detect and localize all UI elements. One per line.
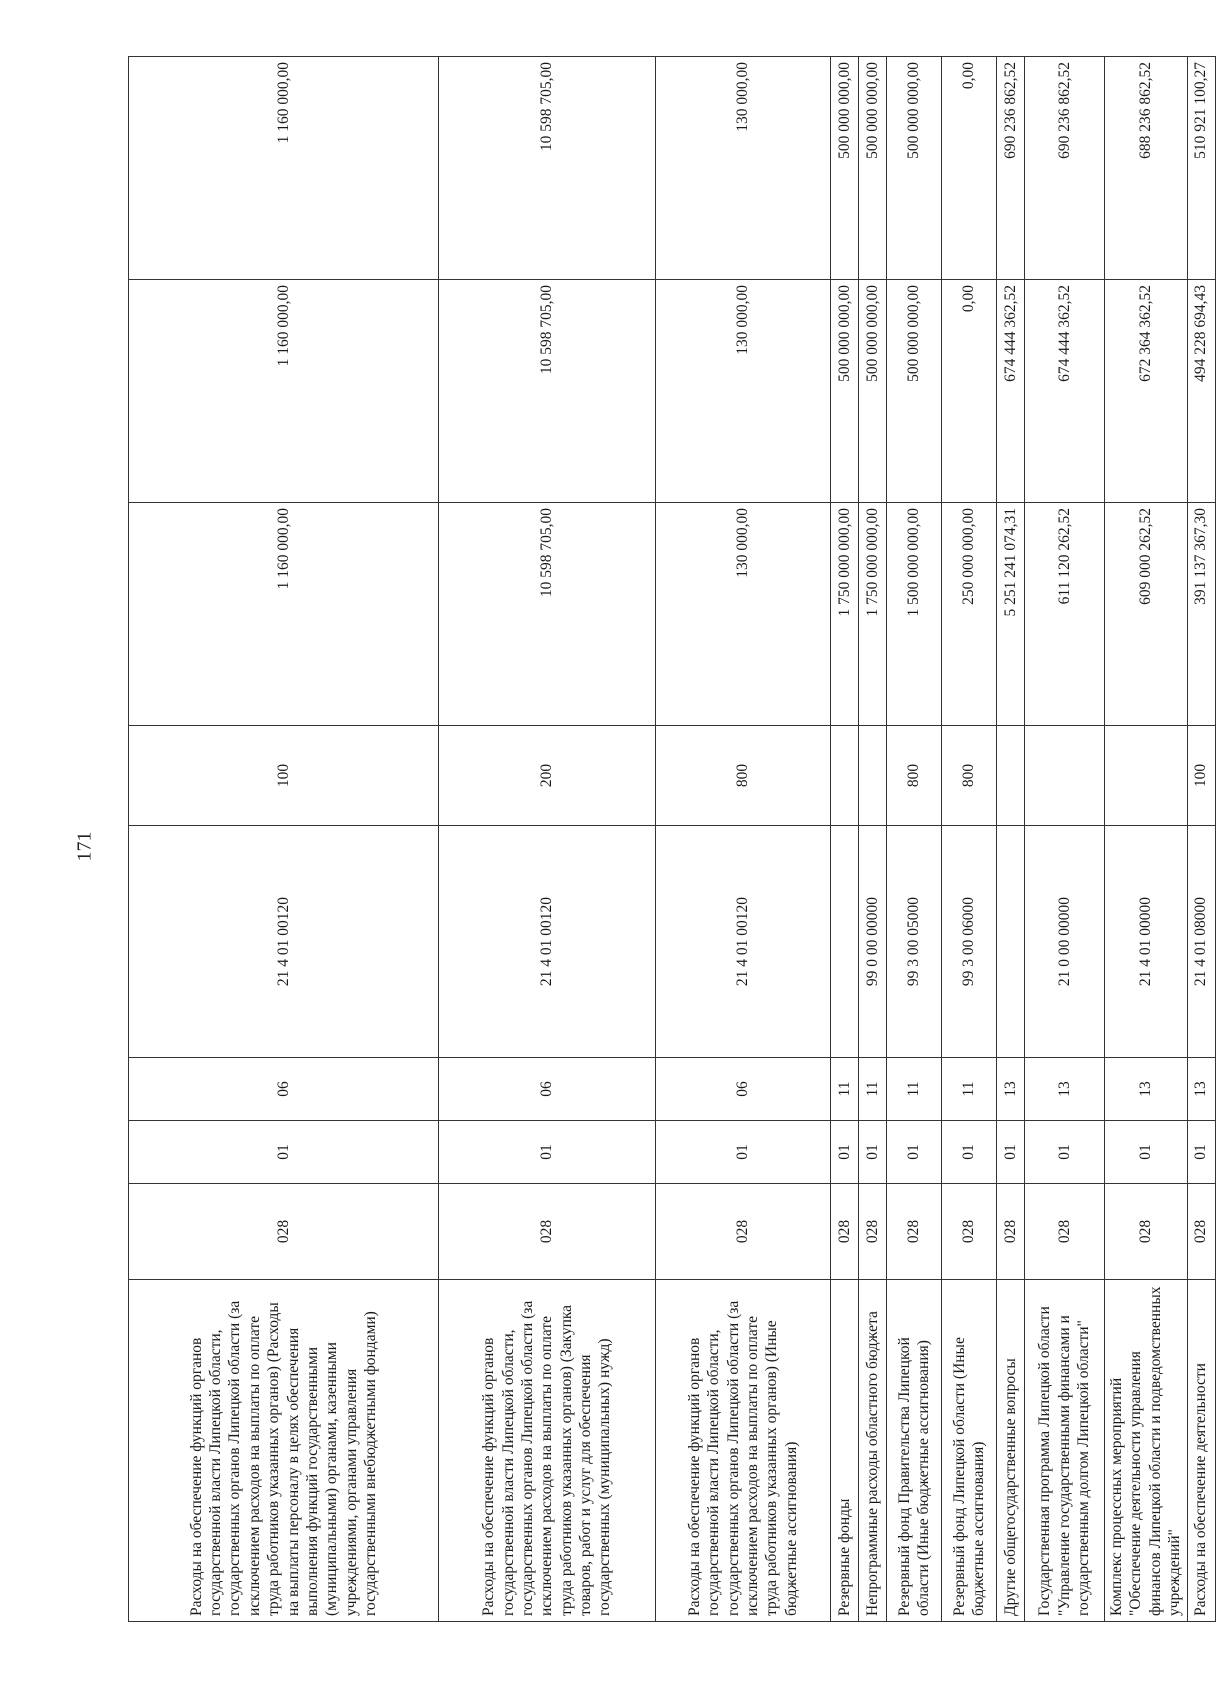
- amount-year2-cell: 10 598 705,00: [439, 280, 656, 503]
- amount-year2-cell: 500 000 000,00: [887, 280, 942, 503]
- row-name-cell: Непрограммные расходы областного бюджета: [859, 1280, 887, 1622]
- amount-year2-cell: 494 228 694,43: [1187, 280, 1215, 503]
- target-item-code-cell: 99 0 00 00000: [859, 826, 887, 1058]
- expense-type-code-cell: [1105, 726, 1188, 826]
- subsection-code-cell: 06: [656, 1058, 831, 1121]
- target-item-code-cell: 21 4 01 00120: [439, 826, 656, 1058]
- row-name-cell: Резервный фонд Правительства Липецкой области (Иные бюджетные ассигнования): [887, 1280, 942, 1622]
- amount-year2-cell: 672 364 362,52: [1105, 280, 1188, 503]
- target-item-code-cell: 21 4 01 08000: [1187, 826, 1215, 1058]
- table-row: [1105, 57, 1188, 1622]
- amount-year1-cell: 609 000 262,52: [1105, 503, 1188, 726]
- amount-year1-cell: 1 750 000 000,00: [859, 503, 887, 726]
- ved-code-cell: 028: [439, 1184, 656, 1280]
- subsection-code-cell: 13: [1187, 1058, 1215, 1121]
- subsection-code-cell: 11: [859, 1058, 887, 1121]
- amount-year1-cell: 10 598 705,00: [439, 503, 656, 726]
- section-code-cell: 01: [1025, 1121, 1105, 1184]
- table-row: [859, 57, 887, 1622]
- ved-code-cell: 028: [1025, 1184, 1105, 1280]
- ved-code-cell: 028: [942, 1184, 997, 1280]
- target-item-code-cell: [831, 826, 859, 1058]
- row-name-cell: Резервные фонды: [831, 1280, 859, 1622]
- row-name-cell: Другие общегосударственные вопросы: [997, 1280, 1025, 1622]
- target-item-code-cell: [997, 826, 1025, 1058]
- expense-type-code-cell: 800: [942, 726, 997, 826]
- ved-code-cell: 028: [859, 1184, 887, 1280]
- row-name-cell: Расходы на обеспечение функций органов государственной власти Липецкой области, государственных органов Липецкой области (за исключением расходов на выплаты по оплате труда работников указанных органов) (Расходы на выплаты персоналу в целях обеспечения выполнения функций государственными (муниципальными) органами, казенными учреждениями, органами управления государственными внебюджетными фондами): [129, 1280, 439, 1622]
- budget-table: [128, 56, 1216, 1622]
- expense-type-code-cell: 200: [439, 726, 656, 826]
- section-code-cell: 01: [859, 1121, 887, 1184]
- subsection-code-cell: 13: [1025, 1058, 1105, 1121]
- table-row: [439, 57, 656, 1622]
- table-row: [1025, 57, 1105, 1622]
- ved-code-cell: 028: [656, 1184, 831, 1280]
- table-row: [887, 57, 942, 1622]
- amount-year3-cell: 688 236 862,52: [1105, 57, 1188, 280]
- ved-code-cell: 028: [831, 1184, 859, 1280]
- table-row: [831, 57, 859, 1622]
- subsection-code-cell: 13: [1105, 1058, 1188, 1121]
- amount-year3-cell: 690 236 862,52: [1025, 57, 1105, 280]
- expense-type-code-cell: 800: [656, 726, 831, 826]
- subsection-code-cell: 13: [997, 1058, 1025, 1121]
- row-name-cell: Расходы на обеспечение деятельности: [1187, 1280, 1215, 1622]
- section-code-cell: 01: [942, 1121, 997, 1184]
- target-item-code-cell: 21 4 01 00120: [129, 826, 439, 1058]
- amount-year2-cell: 500 000 000,00: [831, 280, 859, 503]
- amount-year2-cell: 1 160 000,00: [129, 280, 439, 503]
- section-code-cell: 01: [1105, 1121, 1188, 1184]
- ved-code-cell: 028: [1187, 1184, 1215, 1280]
- amount-year2-cell: 130 000,00: [656, 280, 831, 503]
- target-item-code-cell: 21 4 01 00120: [656, 826, 831, 1058]
- ved-code-cell: 028: [997, 1184, 1025, 1280]
- page-number: 171: [73, 831, 96, 862]
- section-code-cell: 01: [656, 1121, 831, 1184]
- subsection-code-cell: 11: [831, 1058, 859, 1121]
- amount-year1-cell: 611 120 262,52: [1025, 503, 1105, 726]
- section-code-cell: 01: [129, 1121, 439, 1184]
- amount-year2-cell: 674 444 362,52: [1025, 280, 1105, 503]
- section-code-cell: 01: [997, 1121, 1025, 1184]
- amount-year3-cell: 690 236 862,52: [997, 57, 1025, 280]
- amount-year1-cell: 130 000,00: [656, 503, 831, 726]
- subsection-code-cell: 06: [129, 1058, 439, 1121]
- amount-year3-cell: 130 000,00: [656, 57, 831, 280]
- amount-year1-cell: 1 750 000 000,00: [831, 503, 859, 726]
- amount-year3-cell: 500 000 000,00: [831, 57, 859, 280]
- amount-year2-cell: 674 444 362,52: [997, 280, 1025, 503]
- target-item-code-cell: 99 3 00 06000: [942, 826, 997, 1058]
- expense-type-code-cell: 100: [1187, 726, 1215, 826]
- amount-year3-cell: 1 160 000,00: [129, 57, 439, 280]
- expense-type-code-cell: [859, 726, 887, 826]
- row-name-cell: Расходы на обеспечение функций органов государственной власти Липецкой области, государственных органов Липецкой области (за исключением расходов на выплаты по оплате труда работников указанных органов) (Закупка товаров, работ и услуг для обеспечения государственных (муниципальных) нужд): [439, 1280, 656, 1622]
- amount-year3-cell: 10 598 705,00: [439, 57, 656, 280]
- expense-type-code-cell: 100: [129, 726, 439, 826]
- amount-year3-cell: 0,00: [942, 57, 997, 280]
- amount-year3-cell: 500 000 000,00: [859, 57, 887, 280]
- ved-code-cell: 028: [1105, 1184, 1188, 1280]
- table-row: [129, 57, 439, 1622]
- row-name-cell: Расходы на обеспечение функций органов государственной власти Липецкой области, государственных органов Липецкой области (за исключением расходов на выплаты по оплате труда работников указанных органов) (Иные бюджетные ассигнования): [656, 1280, 831, 1622]
- subsection-code-cell: 06: [439, 1058, 656, 1121]
- row-name-cell: Комплекс процессных мероприятий "Обеспечение деятельности управления финансов Липецкой области и подведомственных учреждений": [1105, 1280, 1188, 1622]
- table-row: [1187, 57, 1215, 1622]
- expense-type-code-cell: [997, 726, 1025, 826]
- subsection-code-cell: 11: [942, 1058, 997, 1121]
- amount-year1-cell: 5 251 241 074,31: [997, 503, 1025, 726]
- ved-code-cell: 028: [129, 1184, 439, 1280]
- section-code-cell: 01: [439, 1121, 656, 1184]
- expense-type-code-cell: [1025, 726, 1105, 826]
- budget-table-sheet: [128, 57, 1210, 1622]
- section-code-cell: 01: [831, 1121, 859, 1184]
- row-name-cell: Резервный фонд Липецкой области (Иные бюджетные ассигнования): [942, 1280, 997, 1622]
- amount-year2-cell: 500 000 000,00: [859, 280, 887, 503]
- table-row: [942, 57, 997, 1622]
- target-item-code-cell: 21 0 00 00000: [1025, 826, 1105, 1058]
- expense-type-code-cell: [831, 726, 859, 826]
- table-row: [656, 57, 831, 1622]
- amount-year1-cell: 391 137 367,30: [1187, 503, 1215, 726]
- section-code-cell: 01: [887, 1121, 942, 1184]
- amount-year1-cell: 1 500 000 000,00: [887, 503, 942, 726]
- target-item-code-cell: 21 4 01 00000: [1105, 826, 1188, 1058]
- section-code-cell: 01: [1187, 1121, 1215, 1184]
- amount-year2-cell: 0,00: [942, 280, 997, 503]
- amount-year1-cell: 1 160 000,00: [129, 503, 439, 726]
- amount-year1-cell: 250 000 000,00: [942, 503, 997, 726]
- expense-type-code-cell: 800: [887, 726, 942, 826]
- ved-code-cell: 028: [887, 1184, 942, 1280]
- amount-year3-cell: 510 921 100,27: [1187, 57, 1215, 280]
- subsection-code-cell: 11: [887, 1058, 942, 1121]
- target-item-code-cell: 99 3 00 05000: [887, 826, 942, 1058]
- amount-year3-cell: 500 000 000,00: [887, 57, 942, 280]
- table-row: [997, 57, 1025, 1622]
- row-name-cell: Государственная программа Липецкой области "Управление государственными финансами и государственным долгом Липецкой области": [1025, 1280, 1105, 1622]
